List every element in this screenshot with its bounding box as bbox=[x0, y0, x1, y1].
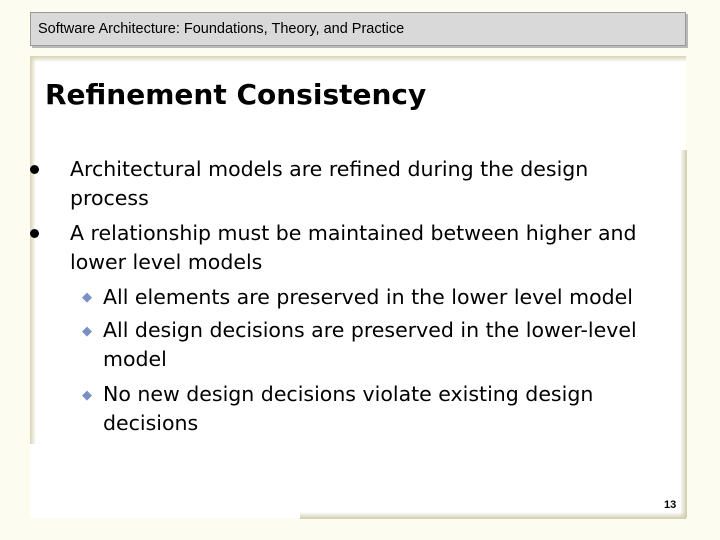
bullet-dot-icon bbox=[30, 229, 39, 238]
bullet-2-line-1: A relationship must be maintained between higher and bbox=[70, 221, 637, 245]
header-text: Software Architecture: Foundations, Theory, and Practice bbox=[38, 21, 405, 37]
diamond-bullet-icon: ◆ bbox=[82, 290, 92, 305]
sub-bullet-2-line-2: model bbox=[103, 347, 167, 371]
bullet-2-line-2: lower level models bbox=[70, 250, 263, 274]
bullet-dot-icon bbox=[30, 165, 39, 174]
sub-bullet-2-line-1: All design decisions are preserved in the lower-level bbox=[103, 318, 637, 342]
frame-shadow-left bbox=[30, 56, 36, 444]
bullet-1-line-2: process bbox=[70, 186, 149, 210]
diamond-bullet-icon: ◆ bbox=[82, 388, 92, 403]
sub-bullet-1-line-1: All elements are preserved in the lower level model bbox=[103, 285, 633, 309]
slide-title: Refinement Consistency bbox=[45, 78, 427, 111]
sub-bullet-3-line-2: decisions bbox=[103, 411, 199, 435]
sub-bullet-3-line-1: No new design decisions violate existing design bbox=[103, 382, 594, 406]
header-bar bbox=[30, 12, 686, 46]
diamond-bullet-icon: ◆ bbox=[82, 324, 92, 339]
page-number: 13 bbox=[664, 499, 677, 511]
bullet-1-line-1: Architectural models are refined during the design bbox=[70, 157, 589, 181]
frame-shadow-right bbox=[680, 150, 687, 518]
frame-shadow-bottom bbox=[300, 512, 686, 519]
frame-shadow-top bbox=[30, 56, 686, 62]
